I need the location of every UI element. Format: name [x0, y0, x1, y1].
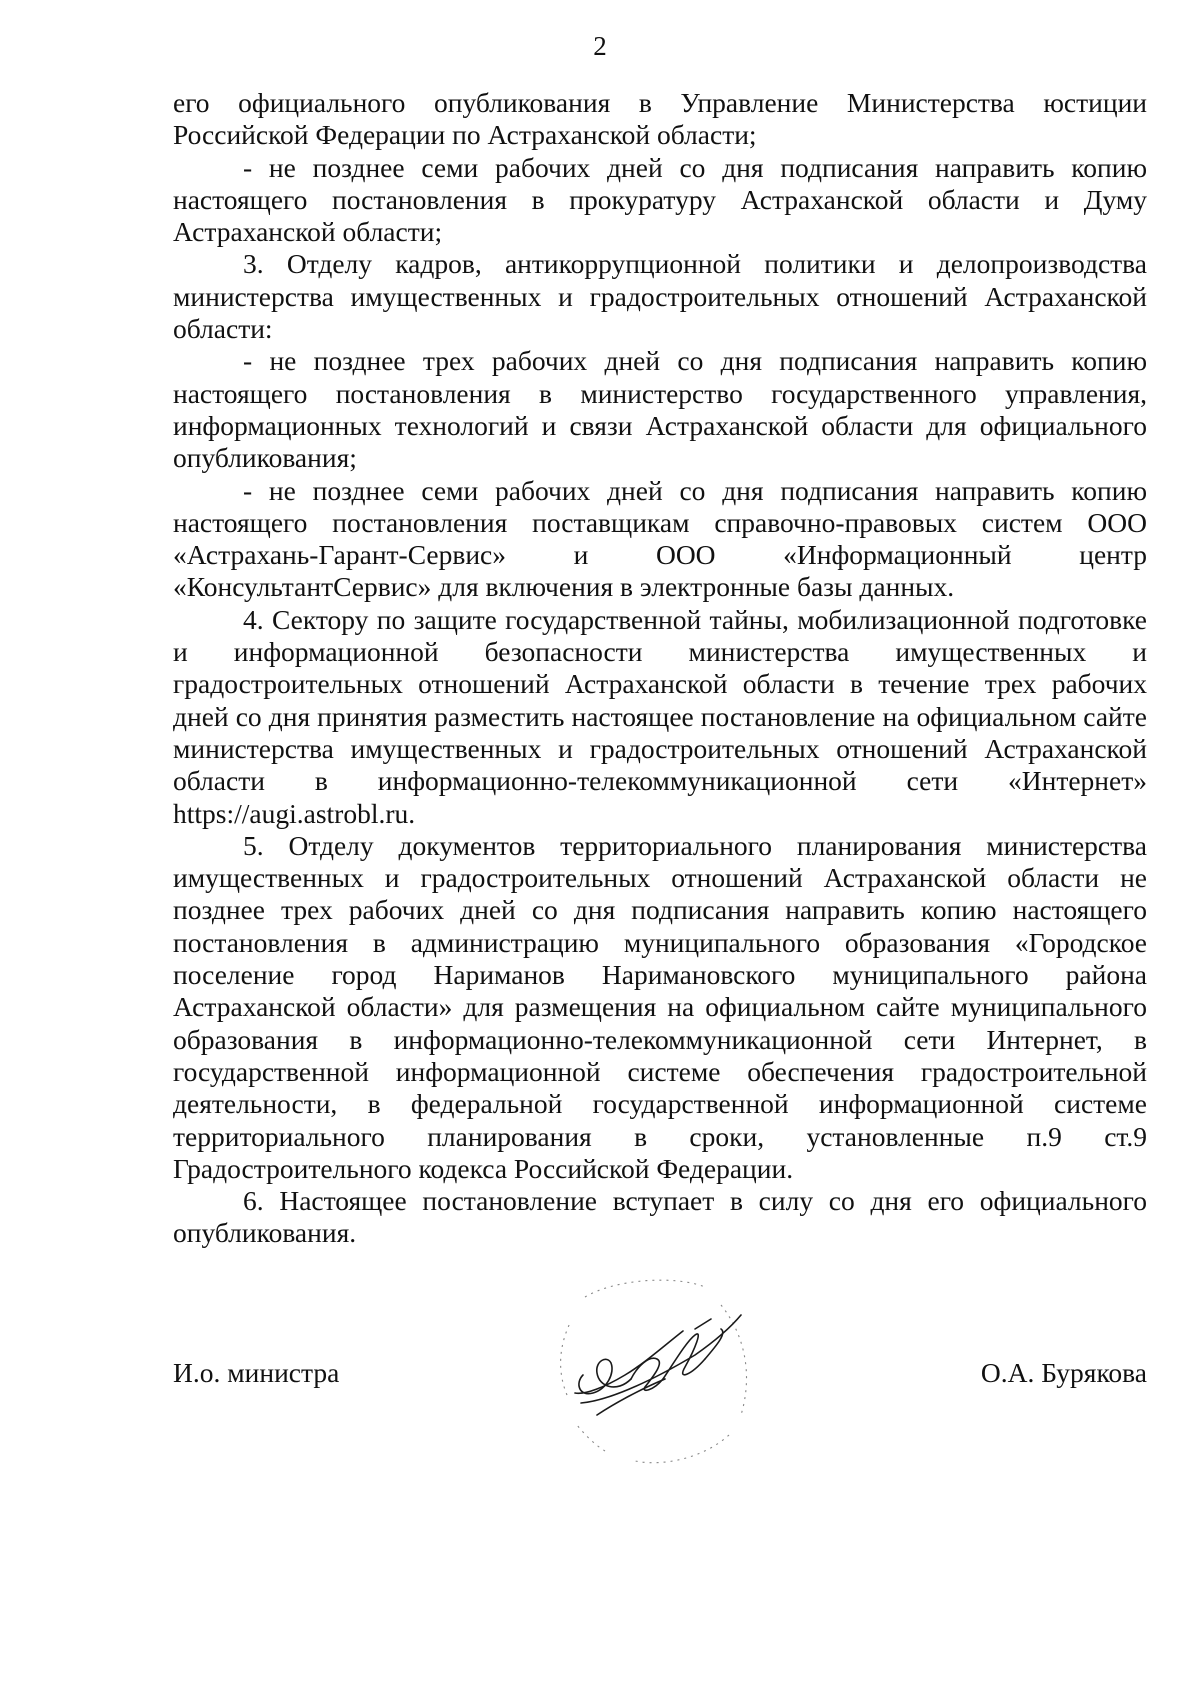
paragraph: - не позднее семи рабочих дней со дня подписания направить копию настоящего постановления поставщикам справочно-правовых систем ООО «Астрахань-Гарант-Сервис» и ООО «Информационный центр «КонсультантСервис» для включения в электронные базы данных.: [173, 474, 1147, 603]
paragraph-item-4: 4. Сектору по защите государственной тайны, мобилизационной подготовке и информационной безопасности министерства имущественных и градостроительных отношений Астраханской области в течение трех рабочих дней со дня принятия разместить настоящее постановление на официальном сайте министерства имущественных и градостроительных отношений Астраханской области в информационно-телекоммуникационной сети «Интернет» https://augi.astrobl.ru.: [173, 603, 1147, 829]
paragraph-continuation: его официального опубликования в Управление Министерства юстиции Российской Федерации по Астраханской области;: [173, 87, 1147, 151]
signatory-position: И.о. министра: [173, 1357, 340, 1388]
paragraph: - не позднее семи рабочих дней со дня подписания направить копию настоящего постановления в прокуратуру Астраханской области и Думу Астраханской области;: [173, 151, 1147, 248]
stamp-outline: [561, 1280, 747, 1463]
paragraph-item-6: 6. Настоящее постановление вступает в силу со дня его официального опубликования.: [173, 1185, 1147, 1249]
paragraph: - не позднее трех рабочих дней со дня подписания направить копию настоящего постановления в министерство государственного управления, информационных технологий и связи Астраханской области для официального опубликования;: [173, 345, 1147, 474]
signatory-name: О.А. Бурякова: [980, 1357, 1147, 1388]
page-number: 2: [593, 31, 607, 61]
signature-strokes: [575, 1315, 741, 1415]
paragraph-item-3: 3. Отделу кадров, антикоррупционной политики и делопроизводства министерства имущественных и градостроительных отношений Астраханской области:: [173, 248, 1147, 345]
paragraph-item-5: 5. Отделу документов территориального планирования министерства имущественных и градостроительных отношений Астраханской области не позднее трех рабочих дней со дня подписания направить копию настоящего постановления в администрацию муниципального образования «Городское поселение город Нариманов Наримановского муниципального района Астраханской области» для размещения на официальном сайте муниципального образования в информационно-телекоммуникационной сети Интернет, в государственной информационной системе обеспечения градостроительной деятельности, в федеральной государственной информационной системе территориального планирования в сроки, установленные п.9 ст.9 Градостроительного кодекса Российской Федерации.: [173, 829, 1147, 1184]
document-body: [173, 87, 1147, 1250]
handwritten-signature: [545, 1275, 795, 1475]
